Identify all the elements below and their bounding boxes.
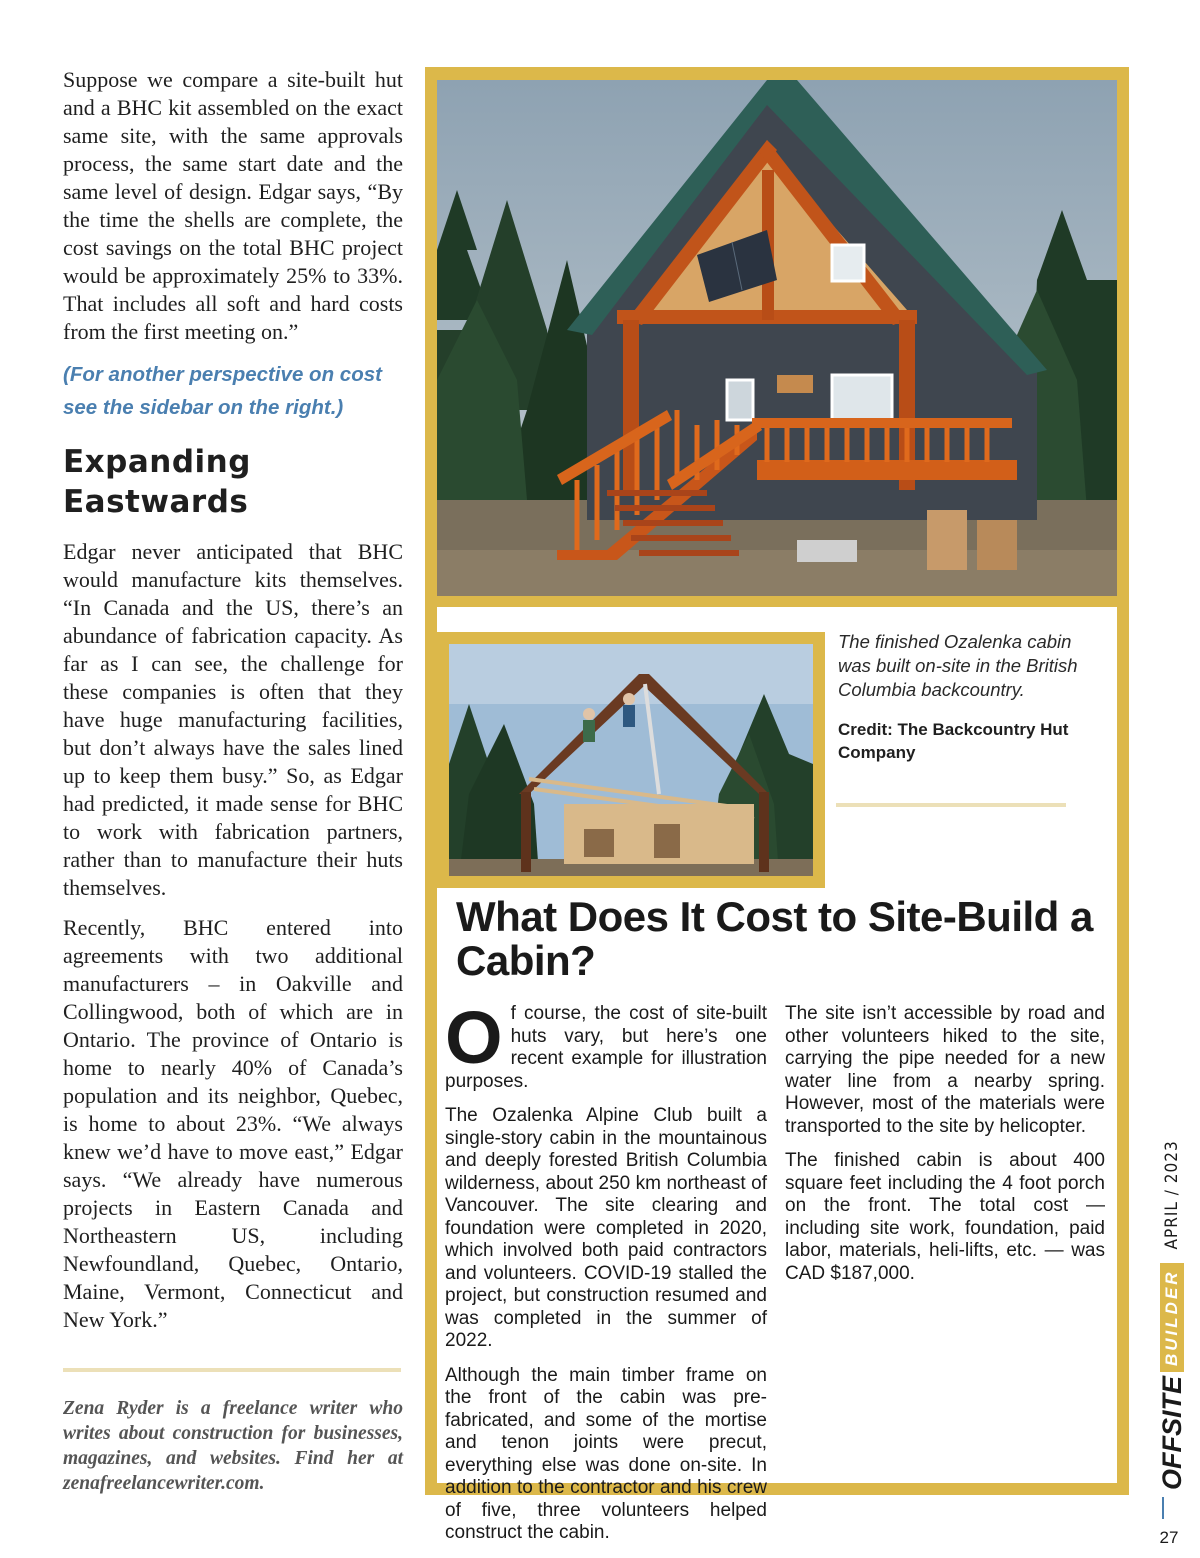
- sidebar-paragraph-3: Although the main timber frame on the front of the cabin was prefabricated, and some of the mortise and tenon joints were precut, everything else was done on-site. In addition to the contractor and his crew of five, three volunteers helped construct the cabin.: [445, 1364, 767, 1543]
- brand-offsite: OFFSITE: [1156, 1376, 1187, 1490]
- sidebar-paragraph-1-text: f course, the cost of site-built huts vary, but here’s one recent example for illustration purposes.: [445, 1003, 767, 1092]
- section-heading: Expanding Eastwards: [63, 444, 251, 520]
- article-column: [63, 66, 403, 1346]
- issue-date: APRIL / 2023: [1162, 1140, 1182, 1250]
- construction-illustration: [449, 644, 813, 876]
- author-bio: Zena Ryder is a freelance writer who writes about construction for businesses, magazines, and websites. Find her at zenafreelancewriter.com.: [63, 1398, 403, 1494]
- caption-divider: [836, 803, 1066, 807]
- folio-vertical: [1152, 1110, 1192, 1490]
- cabin-illustration: [437, 80, 1117, 596]
- sidebar-paragraph-4: The site isn’t accessible by road and other volunteers hiked to the site, carrying the pipe needed for a new water line from a nearby spring. However, most of the materials were transported to the site by helicopter.: [785, 1003, 1105, 1137]
- sidebar-panel: [437, 607, 1117, 1543]
- bio-divider: [63, 1368, 401, 1372]
- sidebar-title: What Does It Cost to Site-Build a Cabin?: [456, 893, 1093, 984]
- photo-credit: Credit: The Backcountry Hut Company: [838, 720, 1069, 762]
- cabin-photo: [437, 80, 1117, 596]
- photo-caption: [838, 630, 1078, 764]
- sidebar-frame: [425, 67, 1129, 1543]
- sidebar-paragraph-5: The finished cabin is about 400 square feet including the 4 foot porch on the front. The total cost — including site work, foundation, paid labor, materials, heli-lifts, etc. — was CAD $187,000.: [785, 1150, 1105, 1284]
- folio-divider: [1162, 1497, 1164, 1519]
- construction-photo-border: [437, 632, 825, 888]
- brand-builder: BUILDER: [1160, 1263, 1184, 1372]
- article-paragraph-3: Recently, BHC entered into agreements with two additional manufacturers – in Oakville and Collingwood, both of which are in Ontario. The province of Ontario is home to nearly 40% of Canada’s population and its neighbor, Quebec, is home to about 23%. “We always knew we’d have to move east,” Edgar says. “We already have numerous projects in Eastern Canada and Northeastern US, including Newfoundland, Quebec, Ontario, Maine, Vermont, Connecticut and New York.”: [63, 915, 403, 1332]
- sidebar-paragraph-1: [445, 996, 767, 1093]
- sidebar-reference-note: (For another perspective on cost see the sidebar on the right.): [63, 363, 382, 419]
- drop-cap: O: [445, 996, 503, 1079]
- sidebar-column-2: [785, 1003, 1105, 1297]
- article-paragraph-2: Edgar never anticipated that BHC would manufacture kits themselves. “In Canada and the US, there’s an abundance of fabrication capacity. As far as I can see, the challenge for these companies is often that they have huge manufacturing facilities, but don’t always have the sales lined up to keep them busy.” So, as Edgar had predicted, it made sense for BHC to work with fabrication partners, rather than to manufacture their huts themselves.: [63, 539, 403, 900]
- article-paragraph-1: Suppose we compare a site-built hut and a BHC kit assembled on the exact same site, with the same approvals process, the same start date and the same level of design. Edgar says, “By the time the shells are complete, the cost savings on the total BHC project would be approximately 25% to 33%. That includes all soft and hard costs from the first meeting on.”: [63, 67, 403, 344]
- page-number: 27: [1159, 1528, 1179, 1547]
- construction-photo: [449, 644, 813, 876]
- sidebar-column-1: [445, 996, 767, 1557]
- sidebar-paragraph-2: The Ozalenka Alpine Club built a single-story cabin in the mountainous and deeply forested British Columbia wilderness, about 250 km northeast of Vancouver. The site clearing and foundation were completed in 2020, which involved both paid contractors and volunteers. COVID-19 stalled the project, but construction resumed and was completed in the summer of 2022.: [445, 1105, 767, 1351]
- caption-text: The finished Ozalenka cabin was built on-site in the British Columbia backcountry.: [838, 631, 1078, 700]
